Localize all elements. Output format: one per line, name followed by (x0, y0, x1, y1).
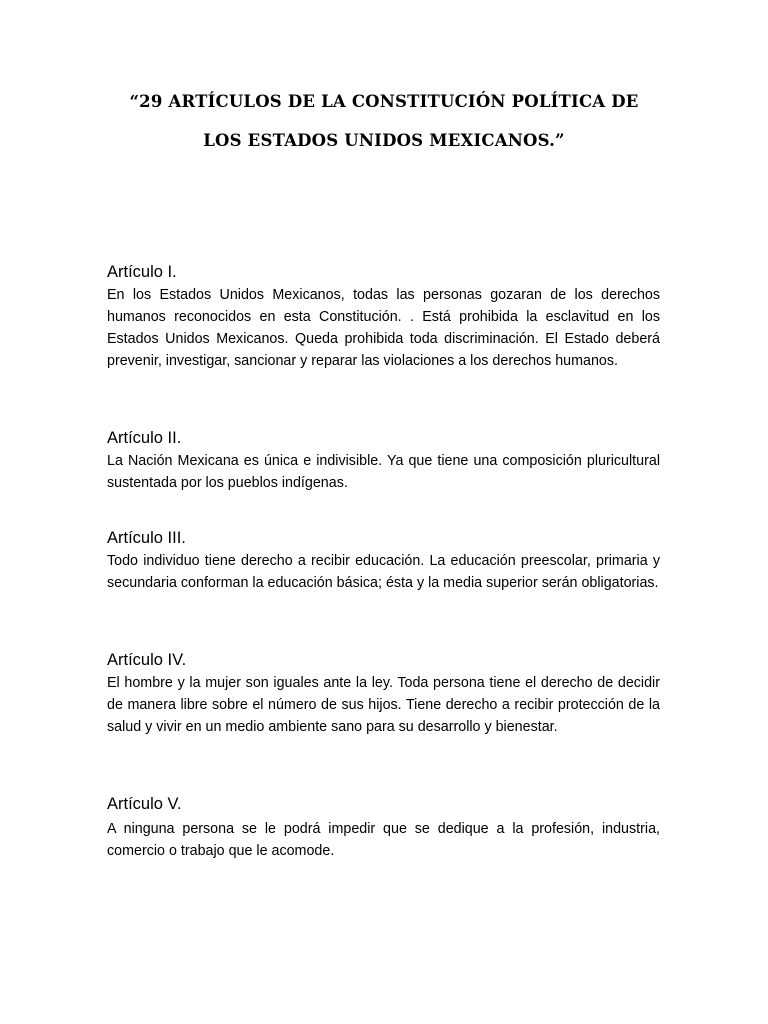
article-4-heading-period: . (181, 651, 187, 669)
article-5-heading-text: Artículo V (107, 795, 178, 813)
article-5-body: A ninguna persona se le podrá impedir que se dedique a la profesión, industria, comercio o trabajo que le acomode. (107, 821, 660, 859)
document-title-line-2: LOS ESTADOS UNIDOS MEXICANOS.” (203, 131, 565, 150)
document-title-line-1: “29 ARTÍCULOS DE LA CONSTITUCIÓN POLÍTICA DE (129, 92, 639, 111)
article-4-body: El hombre y la mujer son iguales ante la ley. Toda persona tiene el derecho de decidir de manera libre sobre el número de sus hijos. Tiene derecho a recibir protección de la salud y vivir en un medio ambiente sano para su desarrollo y bienestar. (107, 675, 660, 735)
article-2-heading (107, 428, 660, 448)
article-1 (107, 262, 660, 372)
article-2-heading-period: . (176, 429, 182, 447)
article-2-body: La Nación Mexicana es única e indivisible. Ya que tiene una composición pluricultural sustentada por los pueblos indígenas. (107, 453, 660, 491)
article-4-heading (107, 650, 660, 670)
article-2 (107, 428, 660, 494)
article-1-heading (107, 262, 660, 282)
article-1-heading-period: . (172, 263, 177, 281)
article-3-body: Todo individuo tiene derecho a recibir educación. La educación preescolar, primaria y secundaria conforman la educación básica; ésta y la media superior serán obligatorias. (107, 553, 660, 591)
article-5-heading (107, 794, 660, 814)
article-4 (107, 650, 660, 738)
article-2-heading-text: Artículo II (107, 429, 177, 447)
article-1-body: En los Estados Unidos Mexicanos, todas las personas gozaran de los derechos humanos reconocidos en esta Constitución. . Está prohibida la esclavitud en los Estados Unidos Mexicanos. Queda prohibida toda discriminación. El Estado deberá prevenir, investigar, sancionar y reparar las violaciones a los derechos humanos. (107, 287, 660, 369)
article-5-heading-period: . (177, 795, 182, 813)
article-3-heading (107, 528, 660, 548)
article-3-heading-text: Artículo III (107, 529, 182, 547)
article-4-heading-text: Artículo IV (107, 651, 182, 669)
article-5 (107, 794, 660, 862)
article-1-heading-text: Artículo I (107, 263, 173, 281)
article-3 (107, 528, 660, 594)
article-3-heading-period: . (181, 529, 186, 547)
